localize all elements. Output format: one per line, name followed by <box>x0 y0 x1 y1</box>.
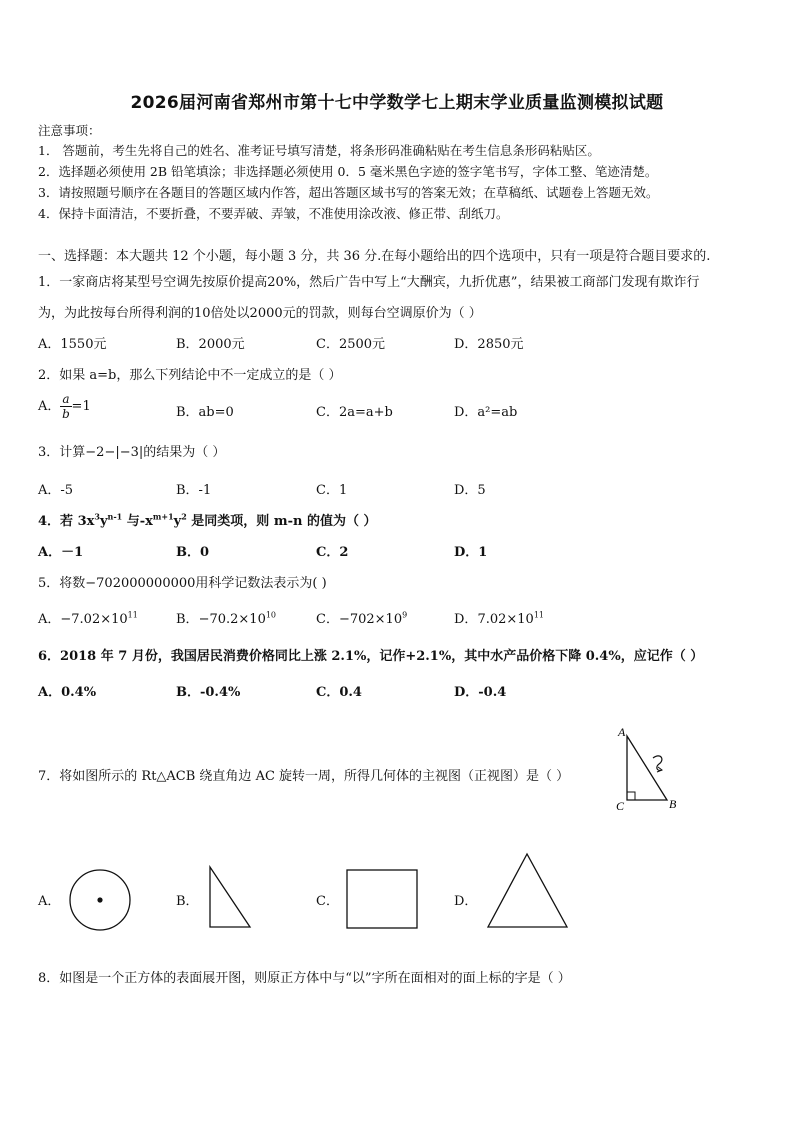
q2-fraction-denominator: b <box>62 407 70 421</box>
q4-exponent: m+1 <box>152 511 174 522</box>
option-base: −702×10 <box>338 612 403 627</box>
q3-option-b: B．-1 <box>176 483 212 498</box>
q3-stem <box>38 441 225 460</box>
right-triangle-acb <box>627 736 667 800</box>
option-base: −70.2×10 <box>198 612 266 627</box>
q4-exponent: n-1 <box>107 511 123 522</box>
q7-triangle-figure <box>605 722 695 817</box>
q6-option-c: C．0.4 <box>316 685 362 700</box>
q3-stem-pre: 3．计算 <box>38 445 86 460</box>
notice-heading: 注意事项： <box>38 123 101 138</box>
q3-expression: −2−|−3| <box>85 445 144 460</box>
vertex-label-c: C <box>616 799 625 813</box>
rectangle-shape <box>347 870 417 928</box>
q4-exponent: 2 <box>181 511 187 522</box>
option-label: C． <box>316 612 339 627</box>
q4-option-c: C．2 <box>316 545 349 560</box>
q4-option-b: B．0 <box>176 545 210 560</box>
q3-option-d: D．5 <box>454 483 486 498</box>
q4-stem-part: y <box>173 514 182 529</box>
q2-stem: 2．如果 a=b，那么下列结论中不一定成立的是（ ） <box>38 368 342 383</box>
option-label: D． <box>454 612 478 627</box>
q7-option-d: D． <box>454 894 478 909</box>
q2-option-c: C．2a=a+b <box>316 405 393 420</box>
center-dot <box>97 897 102 902</box>
section-heading: 一、选择题：本大题共 12 个小题，每小题 3 分，共 36 分.在每小题给出的四个选项中，只有一项是符合题目要求的. <box>38 249 711 264</box>
q2-option-d: D．a²=ab <box>454 405 518 420</box>
page-title: 2026届河南省郑州市第十七中学数学七上期末学业质量监测模拟试题 <box>130 93 664 113</box>
q2-option-a-tail: =1 <box>71 399 91 414</box>
option-label: A． <box>38 612 61 627</box>
q7-option-b: B． <box>176 894 199 909</box>
option-exponent: 9 <box>402 610 408 620</box>
q4-exponent: 3 <box>94 511 100 522</box>
q6-option-b: B．-0.4% <box>176 685 241 700</box>
isosceles-triangle-shape <box>488 854 567 927</box>
right-triangle-shape <box>210 867 250 927</box>
q7-option-d-triangle-figure <box>484 851 574 931</box>
q1-option-c: C．2500元 <box>316 337 386 352</box>
option-exponent: 10 <box>265 610 277 620</box>
q4-stem-part: 是同类项，则 m-n 的值为（ ） <box>186 514 377 529</box>
option-base: −7.02×10 <box>60 612 128 627</box>
vertex-label-a: A <box>618 725 626 739</box>
q7-option-b-triangle-figure <box>206 864 256 932</box>
q7-option-a-circle-figure <box>68 868 132 932</box>
q4-stem-part: y <box>99 514 108 529</box>
q3-option-c: C．1 <box>316 483 348 498</box>
option-exponent: 11 <box>127 610 138 620</box>
q1-option-b: B．2000元 <box>176 337 245 352</box>
q3-stem-post: 的结果为（ ） <box>143 445 226 460</box>
q3-option-a: A．-5 <box>38 483 74 498</box>
q7-option-a: A． <box>38 894 61 909</box>
q2-option-a-label: A． <box>38 399 61 414</box>
q1-option-a: A．1550元 <box>38 337 107 352</box>
q4-stem-part: 4．若 3x <box>38 514 95 529</box>
q5-option-b <box>176 608 276 627</box>
notice-item-2: 2．选择题必须使用 2B 铅笔填涂；非选择题必须使用 0．5 毫米黑色字迹的签字笔书写，字体工整、笔迹清楚。 <box>38 164 658 179</box>
q6-stem: 6．2018 年 7 月份，我国居民消费价格同比上涨 2.1%，记作+2.1%，其中水产品价格下降 0.4%，应记作（ ） <box>38 649 704 664</box>
rotation-arrow-icon <box>653 756 662 771</box>
vertex-label-b: B <box>669 797 677 811</box>
q5-option-a <box>38 608 138 627</box>
q2-option-b: B．ab=0 <box>176 405 234 420</box>
notice-item-3: 3．请按照题号顺序在各题目的答题区域内作答，超出答题区域书写的答案无效；在草稿纸、试题卷上答题无效。 <box>38 185 659 200</box>
q4-option-d: D．1 <box>454 545 488 560</box>
notice-item-1: 1． 答题前，考生先将自己的姓名、准考证号填写清楚，将条形码准确粘贴在考生信息条形码粘贴区。 <box>38 143 600 158</box>
q5-option-c <box>316 608 407 627</box>
notice-item-4: 4．保持卡面清洁，不要折叠，不要弄破、弄皱，不准使用涂改液、修正带、刮纸刀。 <box>38 206 509 221</box>
q2-fraction <box>60 392 71 421</box>
option-exponent: 11 <box>533 610 545 620</box>
q4-stem <box>38 510 377 529</box>
q1-stem-line2: 为，为此按每台所得利润的10倍处以2000元的罚款，则每台空调原价为（ ） <box>38 306 482 321</box>
q2-option-a <box>38 392 91 421</box>
option-base: 7.02×10 <box>477 612 534 627</box>
q5-stem: 5．将数−702000000000用科学记数法表示为( ) <box>38 576 327 591</box>
q1-stem-line1: 1．一家商店将某型号空调先按原价提高20%，然后广告中写上“大酬宾，九折优惠”，结果被工商部门发现有欺诈行 <box>38 275 700 290</box>
q4-option-a: A．－1 <box>38 545 84 560</box>
option-label: B． <box>176 612 199 627</box>
q4-stem-part: 与-x <box>122 514 153 529</box>
q1-option-d: D．2850元 <box>454 337 524 352</box>
q7-option-c-rectangle-figure <box>344 867 422 931</box>
q6-option-a: A．0.4% <box>38 685 97 700</box>
q6-option-d: D．-0.4 <box>454 685 507 700</box>
q2-fraction-numerator: a <box>62 392 70 406</box>
q7-option-c: C． <box>316 894 339 909</box>
q7-stem: 7．将如图所示的 Rt△ACB 绕直角边 AC 旋转一周，所得几何体的主视图（正视图）是（ ） <box>38 769 570 784</box>
q5-option-d <box>454 608 544 627</box>
q8-stem: 8．如图是一个正方体的表面展开图，则原正方体中与“以”字所在面相对的面上标的字是（ ） <box>38 971 571 986</box>
right-angle-mark <box>627 792 635 800</box>
